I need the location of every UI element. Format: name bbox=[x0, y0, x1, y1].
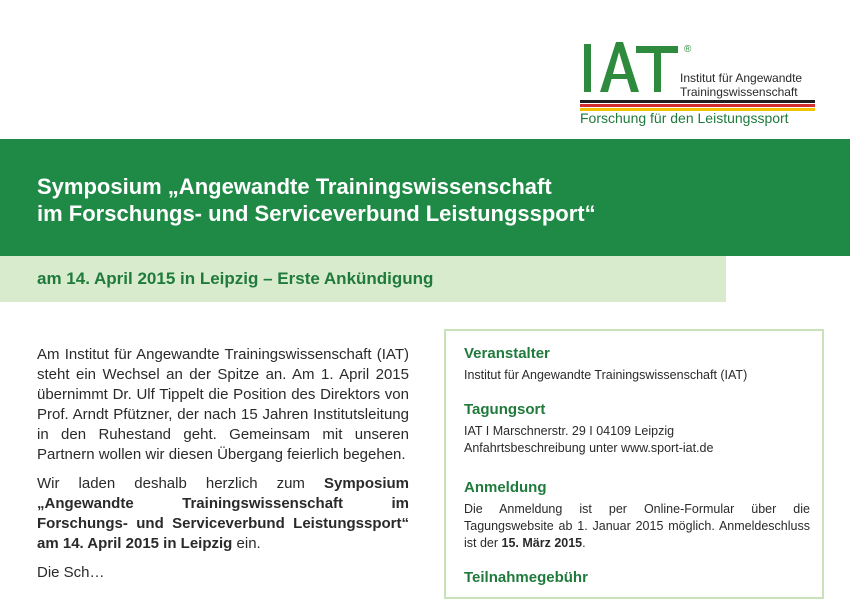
section-anmeldung bbox=[464, 479, 810, 552]
tagungsort-directions: Anfahrtsbeschreibung unter www.sport-iat.de bbox=[464, 441, 714, 455]
veranstalter-text: Institut für Angewandte Trainingswissenschaft (IAT) bbox=[464, 368, 748, 382]
paragraph-2-bold: Symposium „Angewandte Trainingswissenschaft im Forschungs- und Serviceverbund Leistungssport“ am 14. April 2015 in Leipzig bbox=[37, 475, 409, 552]
subtitle: am 14. April 2015 in Leipzig – Erste Ankündigung bbox=[37, 269, 434, 288]
title-line-2: im Forschungs- und Serviceverbund Leistungssport“ bbox=[37, 201, 596, 226]
section-veranstalter bbox=[464, 345, 810, 384]
stripe-black bbox=[580, 100, 815, 103]
section-tagungsort bbox=[464, 401, 810, 457]
logo-institute-line2: Trainingswissenschaft bbox=[680, 85, 798, 99]
stripe-red bbox=[580, 104, 815, 107]
registered-mark: ® bbox=[684, 44, 692, 55]
paragraph-2 bbox=[37, 474, 409, 554]
iat-logo-mark-icon bbox=[578, 38, 690, 96]
logo-tagline: Forschung für den Leistungssport bbox=[580, 110, 789, 126]
gebuehr-heading: Teilnahmegebühr bbox=[464, 569, 588, 586]
anmeldung-text-pre: Die Anmeldung ist per Online-Formular über die Tagungswebsite ab 1. Januar 2015 möglich. Anmeldeschluss ist der bbox=[464, 502, 810, 550]
logo-institute-name bbox=[680, 71, 802, 99]
iat-logo bbox=[578, 38, 828, 128]
anmeldung-heading: Anmeldung bbox=[464, 479, 547, 496]
veranstalter-heading: Veranstalter bbox=[464, 345, 550, 362]
logo-institute-line1: Institut für Angewandte bbox=[680, 71, 803, 85]
body-text bbox=[37, 345, 409, 592]
paragraph-1: Am Institut für Angewandte Trainingswissenschaft (IAT) steht ein Wechsel an der Spitze an. Am 1. April 2015 übernimmt Dr. Ulf Tippelt die Position des Direktors von Prof. Arndt Pfützner, der nach 15 Jahren Institutsleitung in den Ruhestand geht. Gemeinsam mit unseren Partnern wollen wir diesen Übergang feierlich begehen. bbox=[37, 346, 409, 463]
title-banner bbox=[0, 139, 850, 256]
page-title bbox=[37, 173, 817, 227]
info-box bbox=[444, 329, 824, 599]
anmeldung-deadline: 15. März 2015 bbox=[501, 536, 583, 550]
section-teilnahmegebuehr bbox=[464, 569, 810, 591]
anmeldung-text-post: . bbox=[582, 536, 586, 550]
paragraph-3: Die Sch… bbox=[37, 564, 105, 581]
title-line-1: Symposium „Angewandte Trainingswissenschaft bbox=[37, 174, 552, 199]
paragraph-2-pre: Wir laden deshalb herzlich zum bbox=[37, 475, 324, 492]
paragraph-2-post: ein. bbox=[232, 535, 261, 552]
tagungsort-heading: Tagungsort bbox=[464, 401, 546, 418]
tagungsort-address: IAT I Marschnerstr. 29 I 04109 Leipzig bbox=[464, 424, 675, 438]
anmeldung-text bbox=[464, 501, 810, 552]
subtitle-band bbox=[0, 256, 726, 302]
